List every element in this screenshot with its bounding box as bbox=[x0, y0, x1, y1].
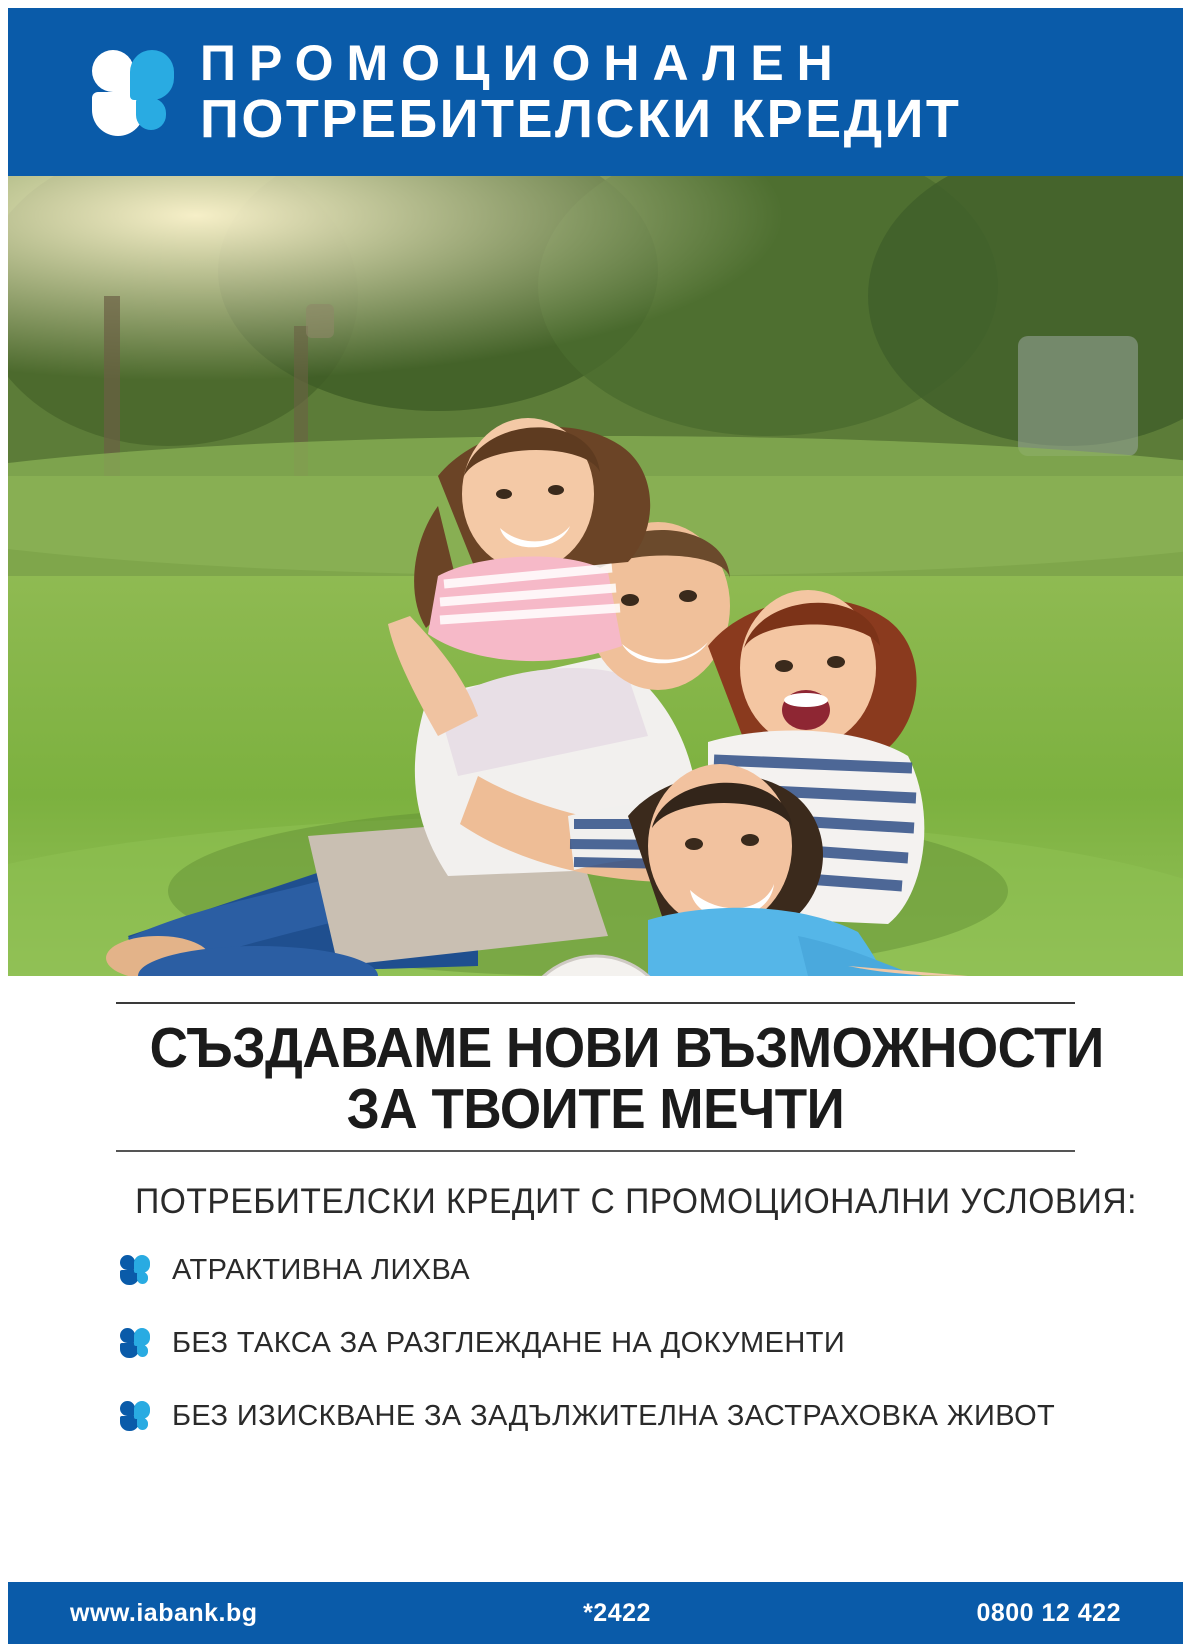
headline-line2: ЗА ТВОИТЕ МЕЧТИ bbox=[346, 1076, 845, 1141]
ia-bank-logo-icon bbox=[120, 1328, 150, 1358]
hero-illustration bbox=[8, 176, 1183, 976]
header-title-line2: ПОТРЕБИТЕЛСКИ КРЕДИТ bbox=[200, 88, 962, 149]
short-number[interactable]: *2422 bbox=[583, 1598, 651, 1627]
poster-header bbox=[8, 8, 1183, 176]
poster-content bbox=[8, 976, 1183, 1582]
list-item bbox=[116, 1254, 1075, 1287]
phone-number[interactable]: 0800 12 422 bbox=[976, 1598, 1121, 1627]
list-item bbox=[116, 1327, 1075, 1360]
benefit-label: БЕЗ ИЗИСКВАНЕ ЗА ЗАДЪЛЖИТЕЛНА ЗАСТРАХОВКА ЖИВОТ bbox=[172, 1399, 1056, 1432]
benefit-label: АТРАКТИВНА ЛИХВА bbox=[172, 1253, 471, 1286]
poster-footer bbox=[8, 1582, 1183, 1644]
ia-bank-logo-icon bbox=[120, 1401, 150, 1431]
header-title-line1: ПРОМОЦИОНАЛЕН bbox=[200, 34, 846, 91]
page-title bbox=[149, 1004, 1104, 1150]
benefit-label: БЕЗ ТАКСА ЗА РАЗГЛЕЖДАНЕ НА ДОКУМЕНТИ bbox=[172, 1326, 846, 1359]
benefits-list bbox=[116, 1254, 1075, 1433]
ia-bank-logo-icon bbox=[86, 46, 174, 138]
header-titles bbox=[200, 36, 961, 148]
list-item bbox=[116, 1400, 1075, 1433]
headline-line1: СЪЗДАВАМЕ НОВИ ВЪЗМОЖНОСТИ bbox=[149, 1016, 1104, 1080]
ia-bank-logo-icon bbox=[120, 1255, 150, 1285]
subheadline: ПОТРЕБИТЕЛСКИ КРЕДИТ С ПРОМОЦИОНАЛНИ УСЛОВИЯ: bbox=[135, 1181, 1137, 1221]
website-link[interactable]: www.iabank.bg bbox=[70, 1598, 258, 1627]
hero-photo bbox=[8, 176, 1183, 976]
